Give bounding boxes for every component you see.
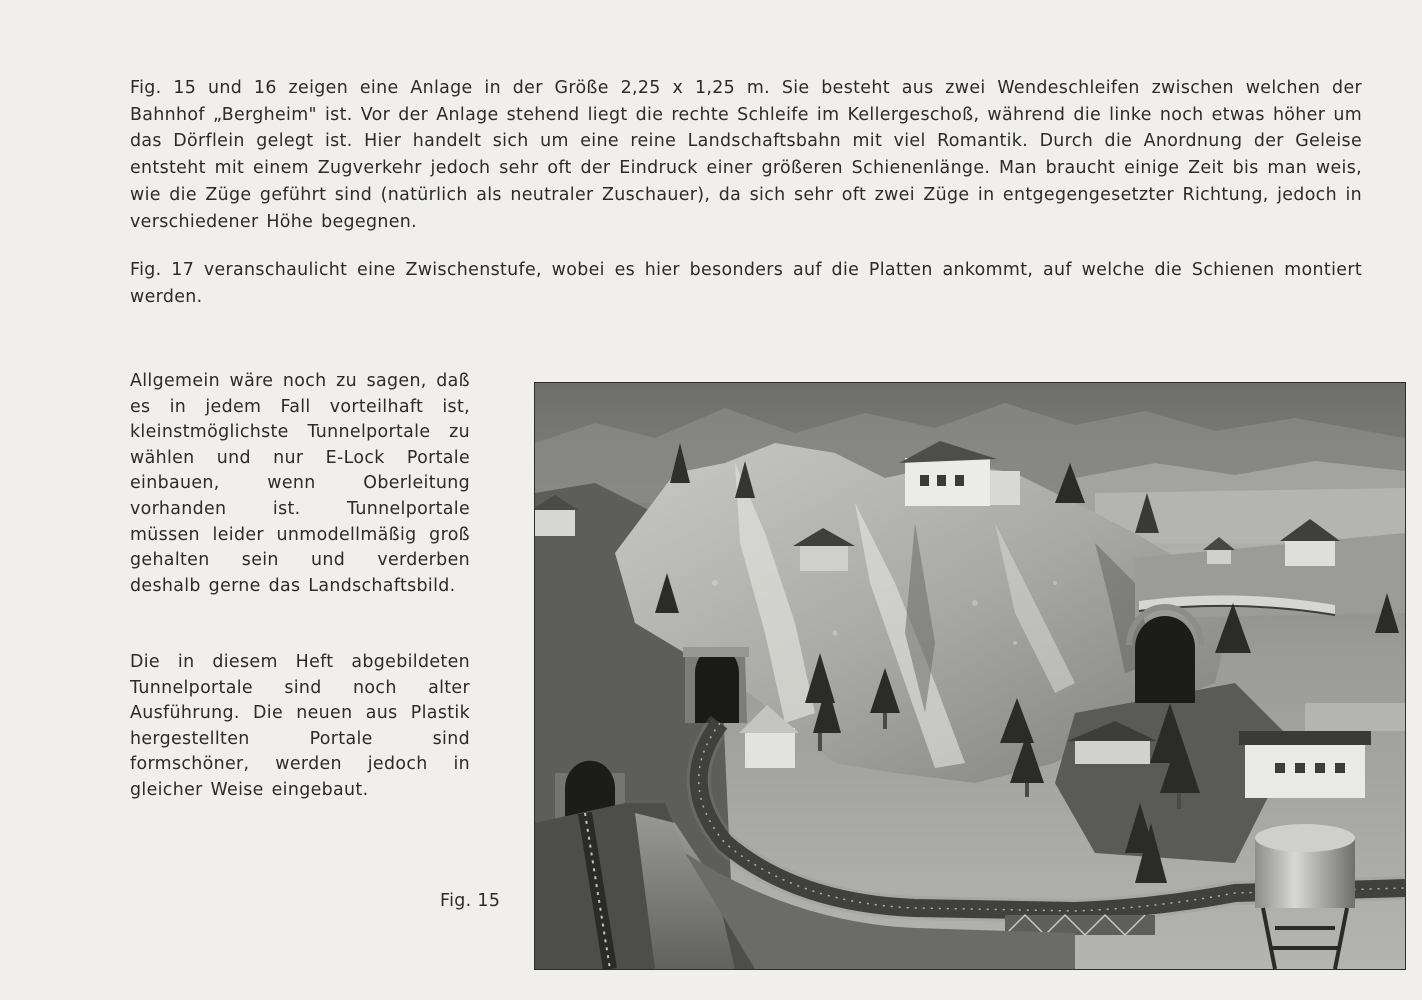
- old-portal-paragraph: Die in diesem Heft abgebildeten Tunnelportale sind noch alter Ausführung. Die neuen aus Plastik hergestellten Portale sind formschöner, werden jedoch in gleicher Weise eingebaut.: [130, 652, 470, 800]
- intro-paragraph: Fig. 15 und 16 zeigen eine Anlage in der Größe 2,25 x 1,25 m. Sie besteht aus zwei Wendeschleifen zwischen welchen der Bahnhof „Bergheim" ist. Vor der Anlage stehend liegt die rechte Schleife im Kellergeschoß, während die linke noch etwas höher um das Dörflein gelegt ist. Hier handelt sich um eine reine Landschaftsbahn mit viel Romantik. Durch die Anordnung der Geleise entsteht mit einem Zugverkehr jedoch sehr oft der Eindruck einer größeren Schienenlänge. Man braucht einige Zeit bis man weis, wie die Züge geführt sind (natürlich als neutraler Zuschauer), da sich sehr oft zwei Züge in entgegengesetzter Richtung, jedoch in verschiedener Höhe begegnen.: [130, 78, 1362, 232]
- figure-caption: Fig. 15: [440, 891, 501, 911]
- fig17-paragraph: Fig. 17 veranschaulicht eine Zwischenstufe, wobei es hier besonders auf die Platten ankommt, auf welche die Schienen montiert werden.: [130, 260, 1362, 307]
- tunnel-portal-paragraph: Allgemein wäre noch zu sagen, daß es in jedem Fall vorteilhaft ist, kleinstmöglichste Tunnelportale zu wählen und nur E-Lock Portale einbauen, wenn Oberleitung vorhanden ist. Tunnelportale müssen leider unmodellmäßig groß gehalten sein und verderben deshalb gerne das Landschaftsbild.: [130, 371, 470, 596]
- model-railway-photo: [534, 382, 1406, 970]
